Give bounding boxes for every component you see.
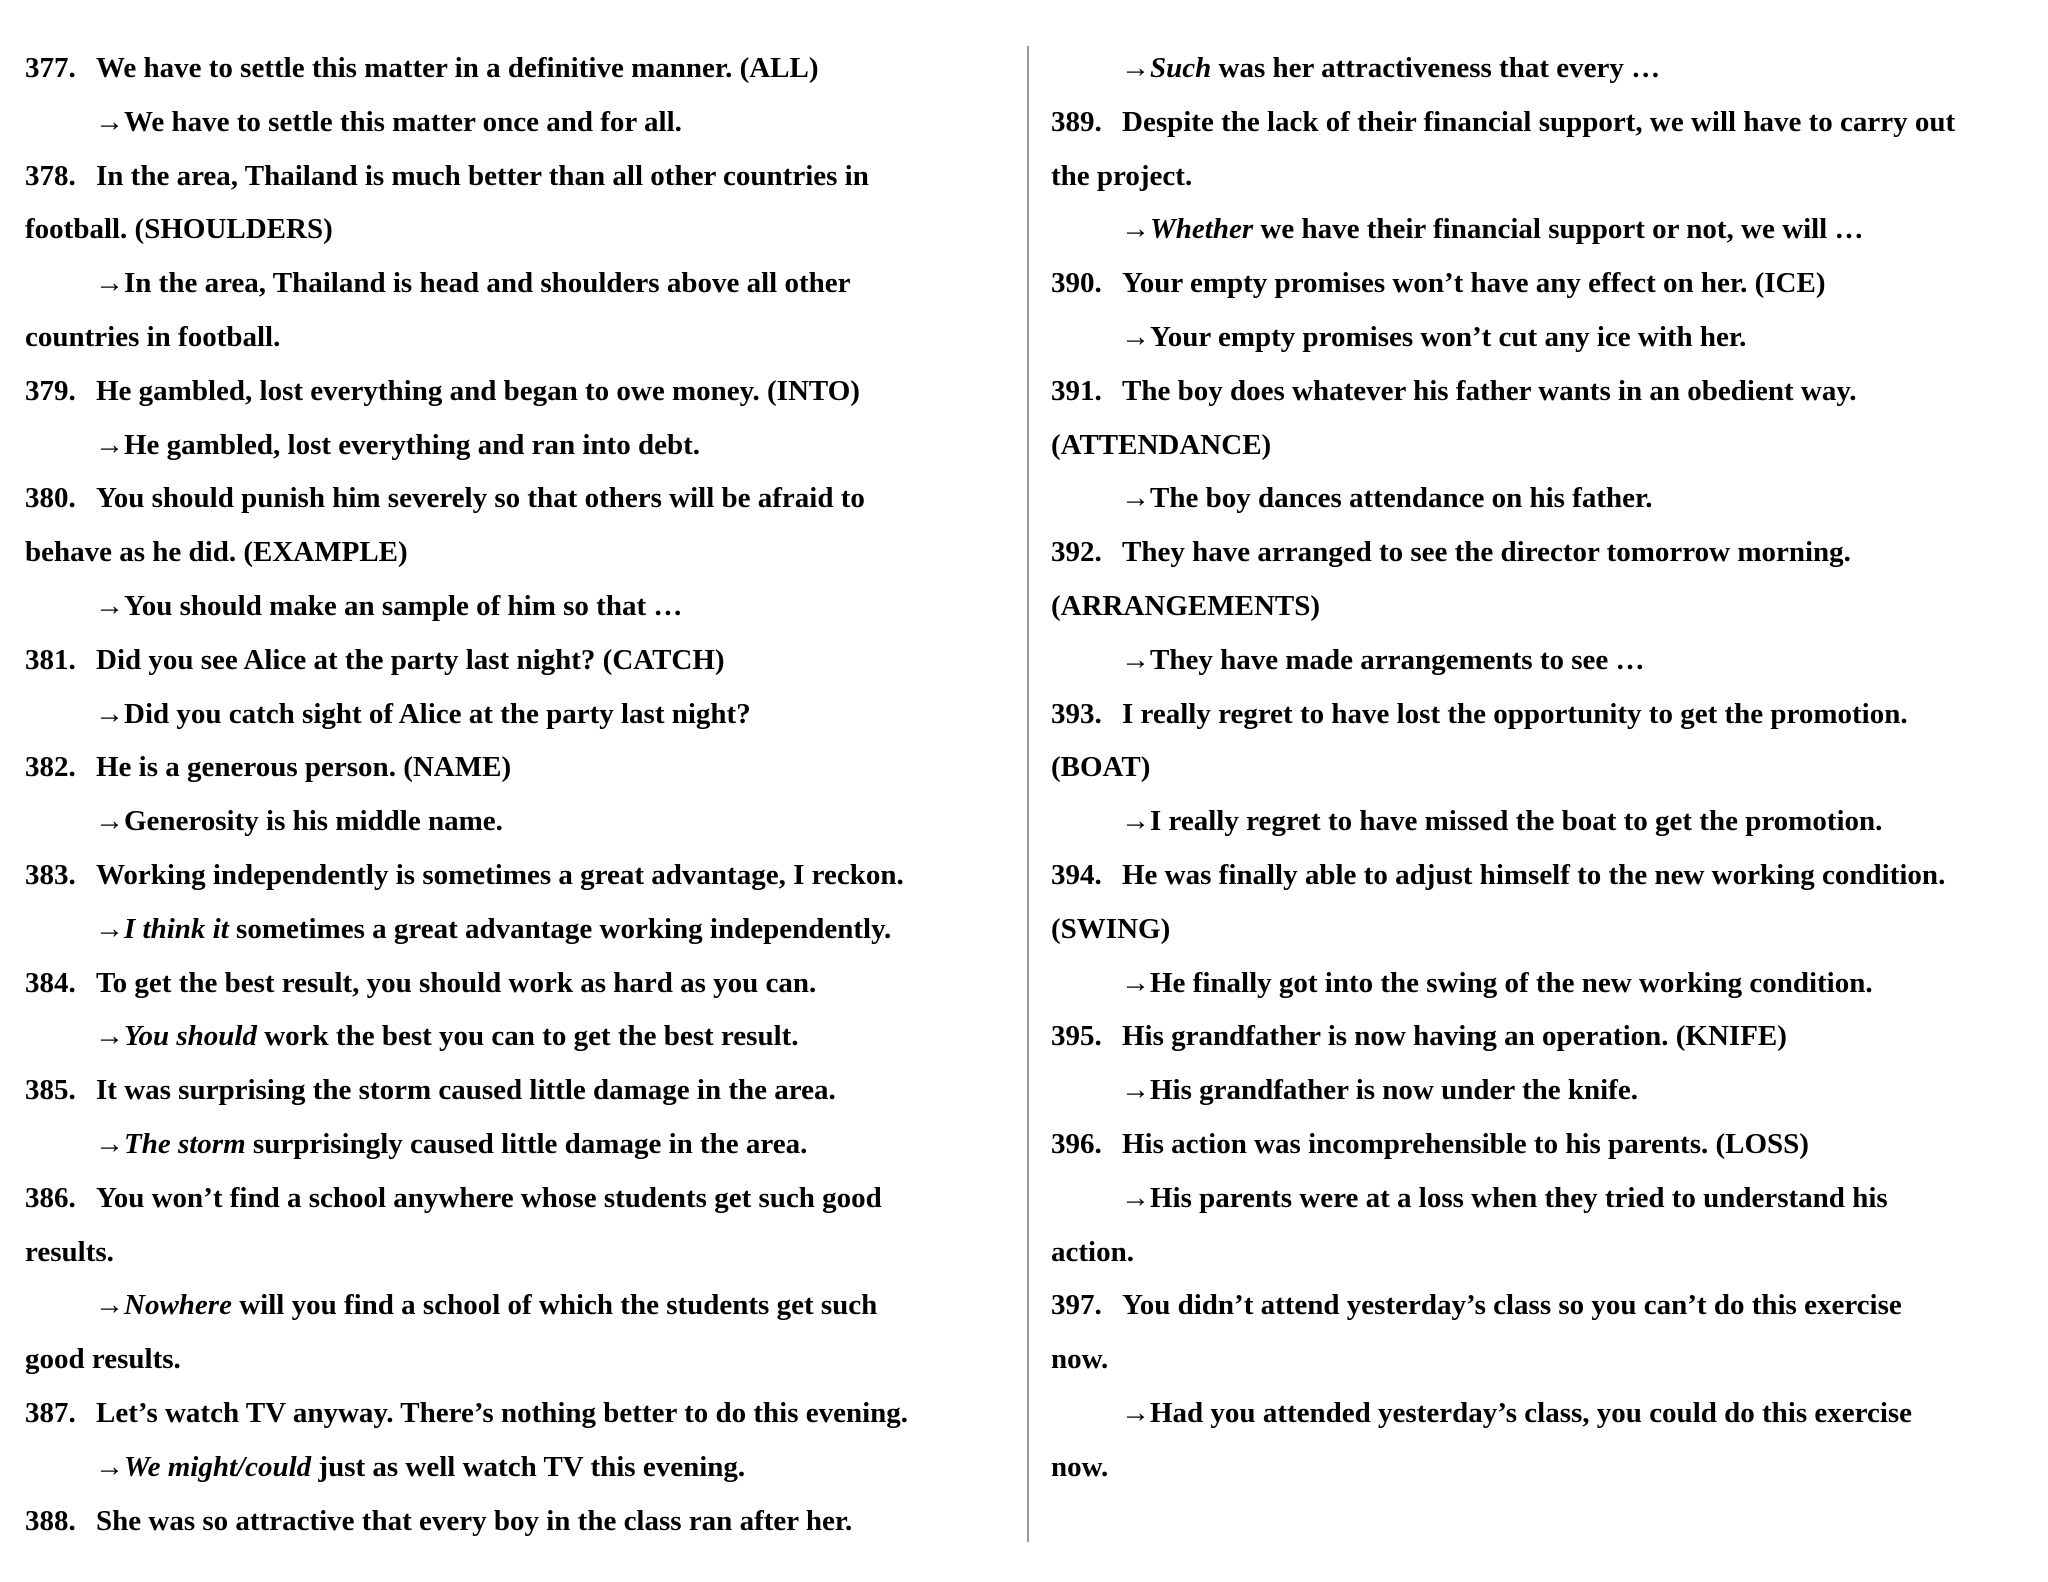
continuation-line	[1051, 419, 2031, 473]
italic-cue: Whether	[1150, 213, 1254, 246]
question-line	[1051, 96, 2031, 150]
line-text: She was so attractive that every boy in the class ran after her.	[96, 1504, 853, 1537]
answer-line	[1051, 795, 2031, 849]
line-text: will you find a school of which the students get such	[231, 1289, 878, 1322]
line-text: behave as he did. (EXAMPLE)	[25, 536, 408, 569]
line-text: In the area, Thailand is much better than all other countries in	[96, 159, 869, 192]
line-text: His parents were at a loss when they tried to understand his	[1150, 1181, 1888, 1214]
question-line	[1051, 526, 2031, 580]
answer-line	[1051, 1064, 2031, 1118]
item-number: 383.	[25, 858, 76, 891]
line-text: Despite the lack of their financial support, we will have to carry out	[1122, 105, 1956, 138]
line-text: Let’s watch TV anyway. There’s nothing better to do this evening.	[96, 1396, 909, 1429]
line-text: He was finally able to adjust himself to the new working condition.	[1122, 858, 1946, 891]
line-text: Generosity is his middle name.	[124, 805, 503, 838]
question-line	[1051, 688, 2031, 742]
line-text: sometimes a great advantage working independently.	[228, 912, 892, 945]
arrow-glyph: →	[95, 589, 124, 622]
continuation-line	[1051, 580, 2031, 634]
line-text: He gambled, lost everything and ran into debt.	[124, 428, 700, 461]
answer-line	[1051, 634, 2031, 688]
line-text: football. (SHOULDERS)	[25, 213, 333, 246]
line-text: Did you see Alice at the party last night? (CATCH)	[96, 643, 725, 676]
answer-line	[1051, 311, 2031, 365]
answer-line	[25, 688, 1015, 742]
line-text: You should make an sample of him so that …	[124, 589, 683, 622]
item-number: 393.	[1051, 697, 1102, 730]
answer-line	[25, 903, 1015, 957]
arrow-glyph: →	[1121, 320, 1150, 353]
arrow-glyph: →	[95, 697, 124, 730]
item-number: 381.	[25, 643, 76, 676]
line-text: He finally got into the swing of the new working condition.	[1150, 966, 1873, 999]
line-text: You didn’t attend yesterday’s class so you can’t do this exercise	[1122, 1289, 1902, 1322]
arrow-glyph: →	[95, 805, 124, 838]
item-number: 394.	[1051, 858, 1102, 891]
line-text: In the area, Thailand is head and shoulders above all other	[124, 267, 851, 300]
question-line	[25, 42, 1015, 96]
item-number: 389.	[1051, 105, 1102, 138]
arrow-glyph: →	[1121, 643, 1150, 676]
line-text: You won’t find a school anywhere whose students get such good	[96, 1181, 882, 1214]
item-number: 385.	[25, 1074, 76, 1107]
item-number: 379.	[25, 374, 76, 407]
line-text: I really regret to have lost the opportunity to get the promotion.	[1122, 697, 1908, 730]
line-text: Working independently is sometimes a great advantage, I reckon.	[96, 858, 904, 891]
item-number: 384.	[25, 966, 76, 999]
answer-line	[25, 419, 1015, 473]
question-line	[25, 741, 1015, 795]
line-text: His action was incomprehensible to his parents. (LOSS)	[1122, 1127, 1809, 1160]
question-line	[25, 634, 1015, 688]
question-line	[25, 1172, 1015, 1226]
item-number: 391.	[1051, 374, 1102, 407]
line-text: (SWING)	[1051, 912, 1171, 945]
question-line	[1051, 1118, 2031, 1172]
question-line	[25, 472, 1015, 526]
italic-cue: You should	[124, 1020, 257, 1053]
question-line	[25, 849, 1015, 903]
question-line	[1051, 1010, 2031, 1064]
arrow-glyph: →	[1121, 213, 1150, 246]
italic-cue: The storm	[124, 1127, 246, 1160]
answer-line	[1051, 1172, 2031, 1226]
arrow-glyph: →	[1121, 1396, 1150, 1429]
line-text: The boy does whatever his father wants in an obedient way.	[1122, 374, 1857, 407]
continuation-line	[25, 311, 1015, 365]
arrow-glyph: →	[1121, 1181, 1150, 1214]
continuation-line	[25, 1333, 1015, 1387]
continuation-line	[1051, 1441, 2031, 1495]
line-text: They have made arrangements to see …	[1150, 643, 1645, 676]
answer-line	[1051, 472, 2031, 526]
question-line	[1051, 1279, 2031, 1333]
item-number: 397.	[1051, 1289, 1102, 1322]
line-text: now.	[1051, 1343, 1109, 1376]
line-text: results.	[25, 1235, 114, 1268]
arrow-glyph: →	[95, 1289, 124, 1322]
arrow-glyph: →	[95, 1127, 124, 1160]
arrow-glyph: →	[1121, 52, 1150, 84]
item-number: 377.	[25, 52, 76, 84]
question-line	[25, 365, 1015, 419]
arrow-glyph: →	[95, 1450, 124, 1483]
item-number: 396.	[1051, 1127, 1102, 1160]
question-line	[1051, 257, 2031, 311]
item-number: 387.	[25, 1396, 76, 1429]
line-text: work the best you can to get the best result.	[256, 1020, 799, 1053]
question-line	[1051, 365, 2031, 419]
arrow-glyph: →	[1121, 966, 1150, 999]
italic-cue: Such	[1150, 52, 1212, 84]
arrow-glyph: →	[1121, 1074, 1150, 1107]
continuation-line	[25, 1226, 1015, 1280]
line-text: Had you attended yesterday’s class, you could do this exercise	[1150, 1396, 1913, 1429]
arrow-glyph: →	[1121, 482, 1150, 515]
item-number: 378.	[25, 159, 76, 192]
line-text: The boy dances attendance on his father.	[1150, 482, 1653, 515]
answer-line	[25, 1010, 1015, 1064]
answer-line	[25, 795, 1015, 849]
question-line	[1051, 849, 2031, 903]
item-number: 390.	[1051, 267, 1102, 300]
line-text: He is a generous person. (NAME)	[96, 751, 512, 784]
question-line	[25, 150, 1015, 204]
line-text: His grandfather is now under the knife.	[1150, 1074, 1638, 1107]
answer-line	[25, 96, 1015, 150]
line-text: His grandfather is now having an operation. (KNIFE)	[1122, 1020, 1787, 1053]
question-line	[25, 957, 1015, 1011]
line-text: was her attractiveness that every …	[1211, 52, 1661, 84]
item-number: 386.	[25, 1181, 76, 1214]
item-number: 380.	[25, 482, 76, 515]
line-text: (BOAT)	[1051, 751, 1151, 784]
line-text: He gambled, lost everything and began to owe money. (INTO)	[96, 374, 860, 407]
continuation-line	[25, 203, 1015, 257]
line-text: good results.	[25, 1343, 181, 1376]
line-text: the project.	[1051, 159, 1193, 192]
line-text: Did you catch sight of Alice at the party last night?	[124, 697, 751, 730]
arrow-glyph: →	[95, 1020, 124, 1053]
line-text: (ARRANGEMENTS)	[1051, 589, 1321, 622]
answer-line	[25, 580, 1015, 634]
answer-line	[1051, 957, 2031, 1011]
right-column	[1051, 42, 2031, 1495]
italic-cue: I think it	[124, 912, 229, 945]
answer-line	[1051, 42, 2031, 96]
left-column	[25, 42, 1015, 1548]
line-text: I really regret to have missed the boat to get the promotion.	[1150, 805, 1883, 838]
line-text: countries in football.	[25, 320, 281, 353]
continuation-line	[1051, 1226, 2031, 1280]
line-text: action.	[1051, 1235, 1134, 1268]
continuation-line	[25, 526, 1015, 580]
line-text: You should punish him severely so that others will be afraid to	[96, 482, 865, 515]
arrow-glyph: →	[95, 267, 124, 300]
answer-line	[25, 257, 1015, 311]
column-divider	[1027, 46, 1029, 1542]
line-text: Your empty promises won’t have any effect on her. (ICE)	[1122, 267, 1826, 300]
continuation-line	[1051, 150, 2031, 204]
question-line	[25, 1495, 1015, 1549]
italic-cue: Nowhere	[124, 1289, 232, 1322]
line-text: (ATTENDANCE)	[1051, 428, 1272, 461]
answer-line	[1051, 1387, 2031, 1441]
line-text: now.	[1051, 1450, 1109, 1483]
answer-line	[25, 1118, 1015, 1172]
arrow-glyph: →	[95, 105, 124, 138]
line-text: We have to settle this matter in a definitive manner. (ALL)	[96, 52, 819, 84]
line-text: just as well watch TV this evening.	[311, 1450, 746, 1483]
continuation-line	[1051, 741, 2031, 795]
line-text: It was surprising the storm caused little damage in the area.	[96, 1074, 836, 1107]
question-line	[25, 1387, 1015, 1441]
arrow-glyph: →	[95, 428, 124, 461]
line-text: We have to settle this matter once and for all.	[124, 105, 682, 138]
line-text: surprisingly caused little damage in the area.	[245, 1127, 808, 1160]
answer-line	[25, 1279, 1015, 1333]
continuation-line	[1051, 903, 2031, 957]
arrow-glyph: →	[1121, 805, 1150, 838]
item-number: 382.	[25, 751, 76, 784]
continuation-line	[1051, 1333, 2031, 1387]
arrow-glyph: →	[95, 912, 124, 945]
line-text: They have arranged to see the director tomorrow morning.	[1122, 536, 1851, 569]
answer-line	[1051, 203, 2031, 257]
line-text: Your empty promises won’t cut any ice with her.	[1150, 320, 1747, 353]
question-line	[25, 1064, 1015, 1118]
item-number: 388.	[25, 1504, 76, 1537]
item-number: 395.	[1051, 1020, 1102, 1053]
line-text: To get the best result, you should work as hard as you can.	[96, 966, 817, 999]
answer-line	[25, 1441, 1015, 1495]
item-number: 392.	[1051, 536, 1102, 569]
italic-cue: We might/could	[124, 1450, 312, 1483]
line-text: we have their financial support or not, we will …	[1253, 213, 1864, 246]
